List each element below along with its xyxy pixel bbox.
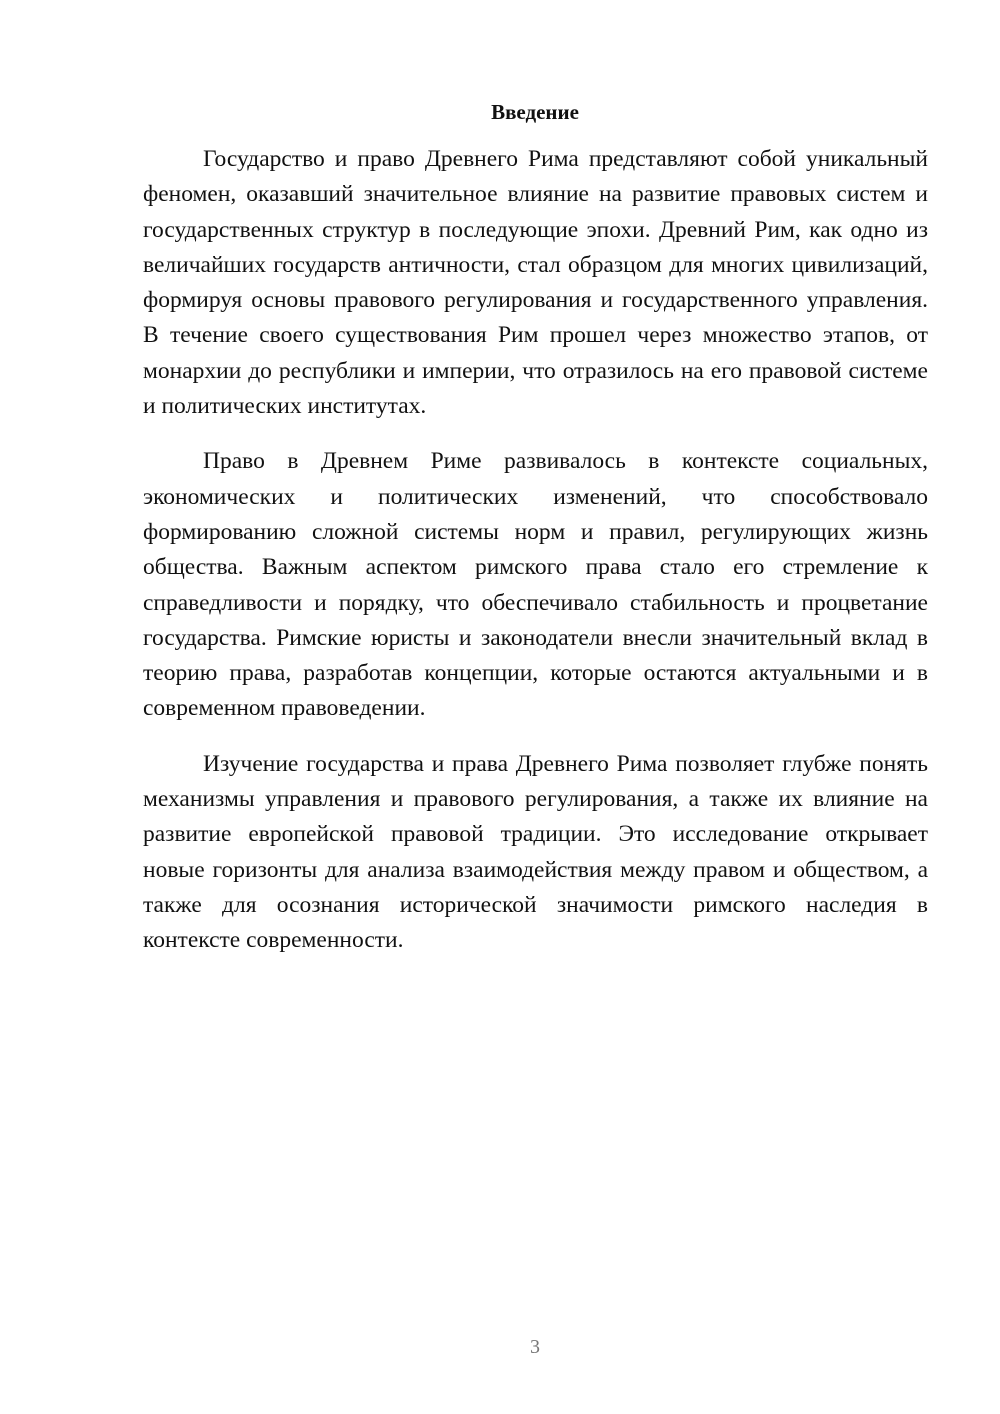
paragraph-3: Изучение государства и права Древнего Рима позволяет глубже понять механизмы управления и правового регулирования, а также их влияние на развитие европейской правовой традиции. Это исследование открывает новые горизонты для анализа взаимодействия между правом и обществом, а также для осознания исторической значимости римского наследия в контексте современности.: [143, 750, 928, 954]
paragraph-1: Государство и право Древнего Рима представляют собой уникальный феномен, оказавший значительное влияние на развитие правовых систем и государственных структур в последующие эпохи. Древний Рим, как одно из величайших государств античности, стал образцом для многих цивилизаций, формируя основы правового регулирования и государственного управления. В течение своего существования Рим прошел через множество этапов, от монархии до республики и империи, что отразилось на его правовой системе и политических институтах.: [143, 146, 928, 420]
page-number: 3: [530, 1336, 540, 1358]
section-title: Введение: [491, 100, 579, 124]
paragraph-2: Право в Древнем Риме развивалось в контексте социальных, экономических и политических изменений, что способствовало формированию сложной системы норм и правил, регулирующих жизнь общества. Важным аспектом римского права стало его стремление к справедливости и порядку, что обеспечивало стабильность и процветание государства. Римские юристы и законодатели внесли значительный вклад в теорию права, разработав концепции, которые остаются актуальными и в современном правоведении.: [143, 448, 928, 722]
body-text: [143, 142, 928, 979]
